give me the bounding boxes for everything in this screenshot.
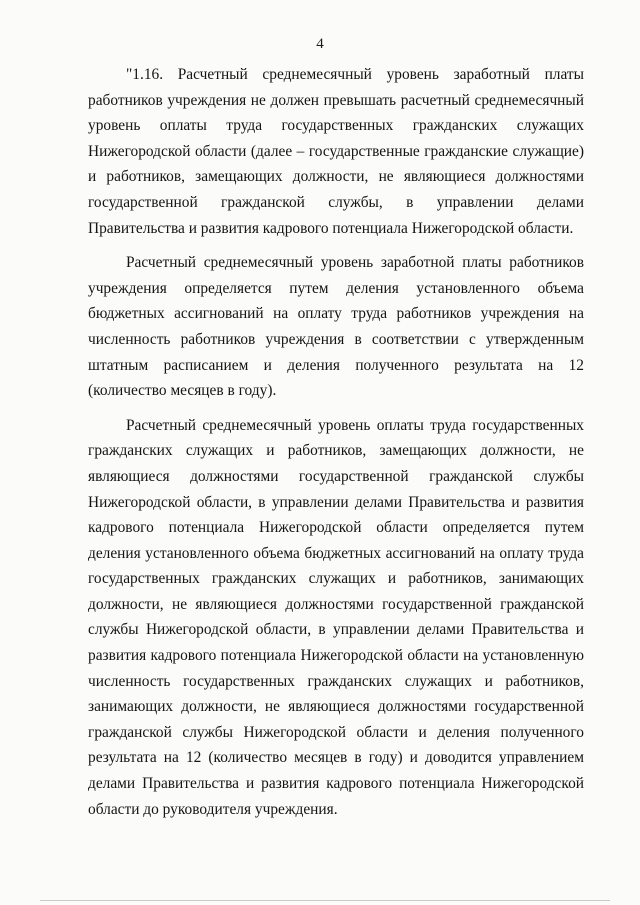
page-number: 4 (316, 36, 324, 52)
document-body (88, 62, 584, 831)
paragraph-2: Расчетный среднемесячный уровень заработной платы работников учреждения определяется путем деления установленного объема бюджетных ассигнований на оплату труда работников учреждения на численность работников учреждения в соответствии с утвержденным штатным расписанием и деления полученного результата на 12 (количество месяцев в году). (88, 254, 584, 400)
paragraph-3: Расчетный среднемесячный уровень оплаты труда государственных гражданских служащих и работников, замещающих должности, не являющиеся должностями государственной гражданской службы Нижегородской области, в управлении делами Правительства и развития кадрового потенциала Нижегородской области определяется путем деления установленного объема бюджетных ассигнований на оплату труда государственных гражданских служащих и работников, занимающих должности, не являющиеся должностями государственной гражданской службы Нижегородской области, в управлении делами Правительства и развития кадрового потенциала Нижегородской области на установленную численность государственных гражданских служащих и работников, занимающих должности, не являющиеся должностями государственной гражданской службы Нижегородской области и деления полученного результата на 12 (количество месяцев в году) и доводится управлением делами Правительства и развития кадрового потенциала Нижегородской области до руководителя учреждения. (88, 416, 584, 818)
scan-edge-line (40, 900, 610, 901)
paragraph-1: "1.16. Расчетный среднемесячный уровень заработный платы работников учреждения не должен превышать расчетный среднемесячный уровень оплаты труда государственных гражданских служащих Нижегородской области (далее – государственные гражданские служащие) и работников, замещающих должности, не являющиеся должностями государственной гражданской службы, в управлении делами Правительства и развития кадрового потенциала Нижегородской области. (88, 66, 584, 237)
